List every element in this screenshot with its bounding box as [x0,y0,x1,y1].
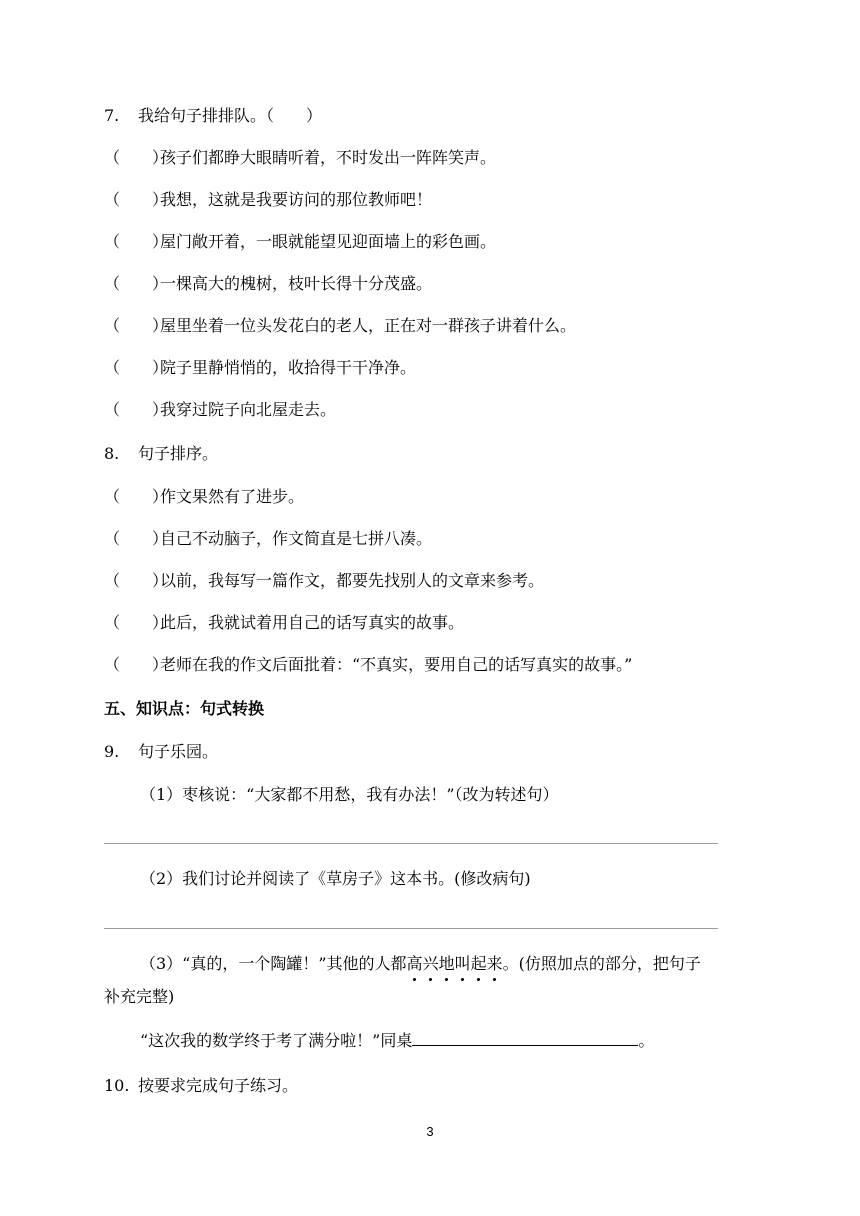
answer-paren: （ ） [104,232,169,251]
option-text: 以前，我每写一篇作文，都要先找别人的文章来参考。 [160,571,545,590]
question-7 [104,105,322,127]
option-text: 一棵高大的槐树，枝叶长得十分茂盛。 [160,274,433,293]
option-text: 院子里静悄悄的，收拾得干干净净。 [160,358,417,377]
question-number: 7. [104,106,120,125]
answer-paren: （ ） [104,655,169,674]
dotted-char: 起 [470,954,487,973]
option-line [104,273,432,295]
section-heading: 五、知识点：句式转换 [104,699,265,718]
option-line [104,231,496,253]
dotted-char: 来 [486,954,503,973]
subquestion-3-continued: 补充完整) [104,987,175,1006]
option-line [104,315,576,337]
answer-paren: （ ） [104,529,169,548]
option-text: 孩子们都睁大眼睛听着，不时发出一阵阵笑声。 [160,148,497,167]
answer-paren: （ ） [104,358,169,377]
example-text: 。 [638,1031,655,1050]
question-prompt: 句子排序。 [138,444,219,463]
example-text: “这次我的数学终于考了满分啦！”同桌 [140,1031,413,1050]
answer-paren: （ ） [104,190,169,209]
option-line [104,189,432,211]
fill-blank[interactable] [412,1029,638,1046]
question-8 [104,443,218,465]
question-prompt: 我给句子排排队。（ ） [138,106,323,125]
subquestion-2: （2）我们讨论并阅读了《草房子》这本书。(修改病句) [140,869,531,888]
question-number: 9. [104,742,120,761]
dotted-char: 叫 [454,954,471,973]
question-prompt: 句子乐园。 [138,742,219,761]
option-text: 自己不动脑子，作文简直是七拼八凑。 [160,529,433,548]
option-text: 屋门敞开着，一眼就能望见迎面墙上的彩色画。 [160,232,497,251]
option-text: 我穿过院子向北屋走去。 [160,400,337,419]
subquestion-1: （1）枣核说：“大家都不用愁，我有办法！”（改为转述句） [140,785,559,804]
question-prompt: 按要求完成句子练习。 [138,1076,299,1095]
page-number: 3 [426,1124,434,1139]
question-9 [104,741,218,763]
option-text: 屋里坐着一位头发花白的老人，正在对一群孩子讲着什么。 [160,316,577,335]
option-line [104,486,304,508]
option-line [104,147,496,169]
option-text: 此后，我就试着用自己的话写真实的故事。 [160,613,465,632]
dotted-char: 地 [438,954,455,973]
answer-line[interactable] [104,928,718,929]
question-10 [104,1075,298,1097]
option-line [104,399,336,421]
option-line [104,612,464,634]
option-line [104,357,416,379]
option-line [104,528,432,550]
dotted-char: 兴 [422,954,439,973]
answer-line[interactable] [104,843,718,844]
answer-paren: （ ） [104,400,169,419]
subquestion-text: 。(仿照加点的部分，把句子 [502,954,701,973]
answer-paren: （ ） [104,487,169,506]
subquestion-3 [140,953,701,975]
answer-paren: （ ） [104,571,169,590]
dotted-char: 高 [406,954,423,973]
subquestion-text: （3）“真的，一个陶罐！”其他的人都 [140,954,407,973]
answer-paren: （ ） [104,316,169,335]
option-text: 老师在我的作文后面批着：“不真实，要用自己的话写真实的故事。” [160,655,633,674]
answer-paren: （ ） [104,148,169,167]
emphasized-words [407,954,503,973]
option-text: 我想，这就是我要访问的那位教师吧！ [160,190,433,209]
answer-paren: （ ） [104,274,169,293]
option-line [104,570,544,592]
option-line [104,654,632,676]
answer-paren: （ ） [104,613,169,632]
question-number: 10. [104,1076,130,1095]
question-number: 8. [104,444,120,463]
subquestion-3-example [140,1029,654,1052]
option-text: 作文果然有了进步。 [160,487,305,506]
